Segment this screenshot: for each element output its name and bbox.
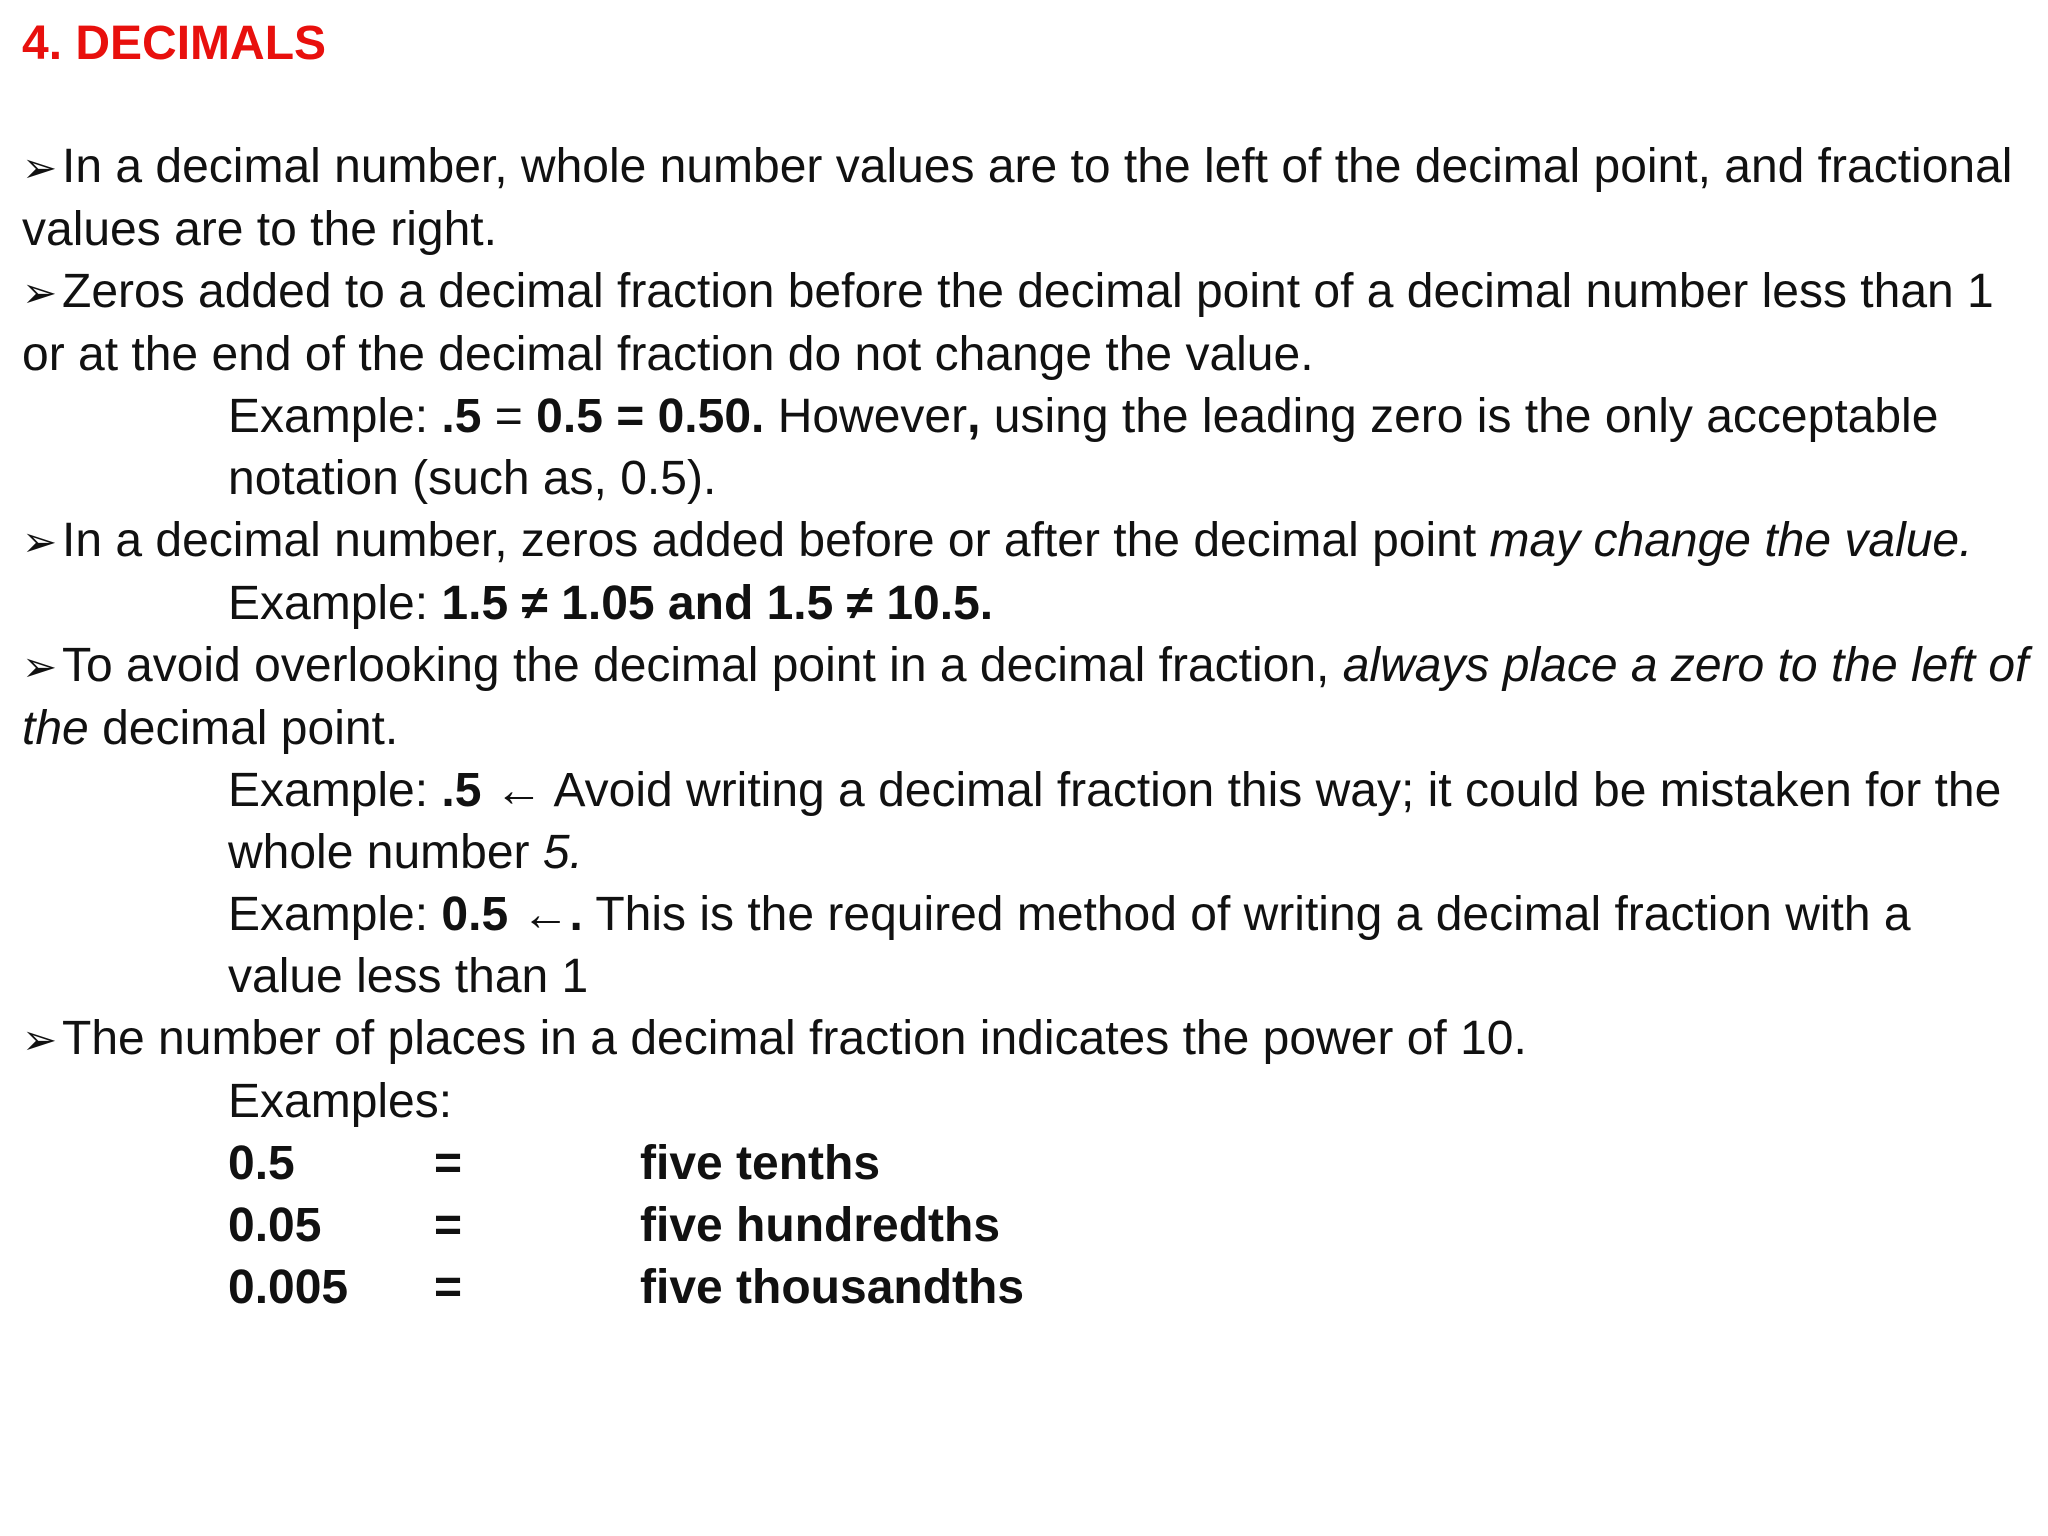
place-value-row — [22, 1133, 2032, 1195]
example-leading-zero — [22, 386, 2032, 510]
bullet-text: The number of places in a decimal fraction indicates the power of 10. — [62, 1012, 1527, 1065]
arrowhead-bullet-icon: ➢ — [22, 518, 58, 565]
example-period: . — [569, 888, 583, 941]
example-equals: = — [481, 390, 537, 443]
equals-sign: = — [434, 1137, 463, 1190]
example-comma: , — [967, 390, 981, 443]
examples-label: Examples: — [228, 1075, 453, 1128]
bullet-zeros-may-change — [22, 510, 2032, 573]
example-value: 1.5 ≠ 1.05 and 1.5 ≠ 10.5. — [441, 577, 994, 630]
example-value: .5 — [441, 764, 482, 817]
bullet-text: decimal point. — [88, 702, 399, 755]
left-arrow-icon: ← — [508, 888, 570, 941]
example-value: 0.5 — [536, 390, 603, 443]
example-required — [22, 884, 2032, 1008]
bullet-power-of-ten — [22, 1008, 2032, 1071]
arrowhead-bullet-icon: ➢ — [22, 1016, 58, 1063]
decimal-value: 0.05 — [228, 1199, 322, 1252]
decimal-value: 0.005 — [228, 1261, 349, 1314]
bullet-text: To avoid overlooking the decimal point in a decimal fraction, — [62, 639, 1343, 692]
place-name: five thousandths — [640, 1261, 1025, 1314]
example-text: However — [764, 390, 968, 443]
example-avoid — [22, 760, 2032, 884]
bullet-text: In a decimal number, zeros added before or after the decimal point — [62, 514, 1490, 567]
example-label: Example: — [228, 888, 442, 941]
example-text: using the leading zero is the only acceptable notation (such as, 0.5). — [228, 390, 1939, 505]
place-name: five hundredths — [640, 1199, 1001, 1252]
bullet-whole-fraction — [22, 136, 2032, 261]
slide-body — [22, 136, 2032, 1319]
place-name: five tenths — [640, 1137, 881, 1190]
slide-title: 4. DECIMALS — [22, 17, 327, 70]
decimal-value: 0.5 — [228, 1137, 295, 1190]
example-emphasis: 5. — [542, 826, 583, 879]
place-value-row — [22, 1257, 2032, 1319]
example-label: Example: — [228, 577, 442, 630]
bullet-zeros-no-change — [22, 261, 2032, 386]
example-value: 0.5 — [441, 888, 509, 941]
bullet-emphasis: may change the value. — [1489, 514, 1973, 567]
bullet-text: Zeros added to a decimal fraction before the decimal point of a decimal number less than 1 or at the end of the decimal fraction do not change the value. — [22, 265, 1994, 381]
arrowhead-bullet-icon: ➢ — [22, 269, 58, 316]
example-not-equal — [22, 573, 2032, 635]
example-value: = 0.50. — [602, 390, 765, 443]
place-value-row — [22, 1195, 2032, 1257]
example-value: .5 — [441, 390, 482, 443]
example-text: This is the required method of writing a decimal fraction with a value less than 1 — [228, 888, 1911, 1003]
equals-sign: = — [434, 1199, 463, 1252]
arrowhead-bullet-icon: ➢ — [22, 144, 58, 191]
bullet-text: In a decimal number, whole number values are to the left of the decimal point, and fractional values are to the right. — [22, 140, 2013, 256]
bullet-place-zero-left — [22, 635, 2032, 760]
arrowhead-bullet-icon: ➢ — [22, 643, 58, 690]
equals-sign: = — [434, 1261, 463, 1314]
example-text: ← Avoid writing a decimal fraction this way; it could be mistaken for the whole number — [228, 764, 2002, 879]
example-label: Example: — [228, 764, 442, 817]
example-label: Example: — [228, 390, 442, 443]
bullet-emphasis: always place a zero to the left of the — [22, 639, 2029, 755]
